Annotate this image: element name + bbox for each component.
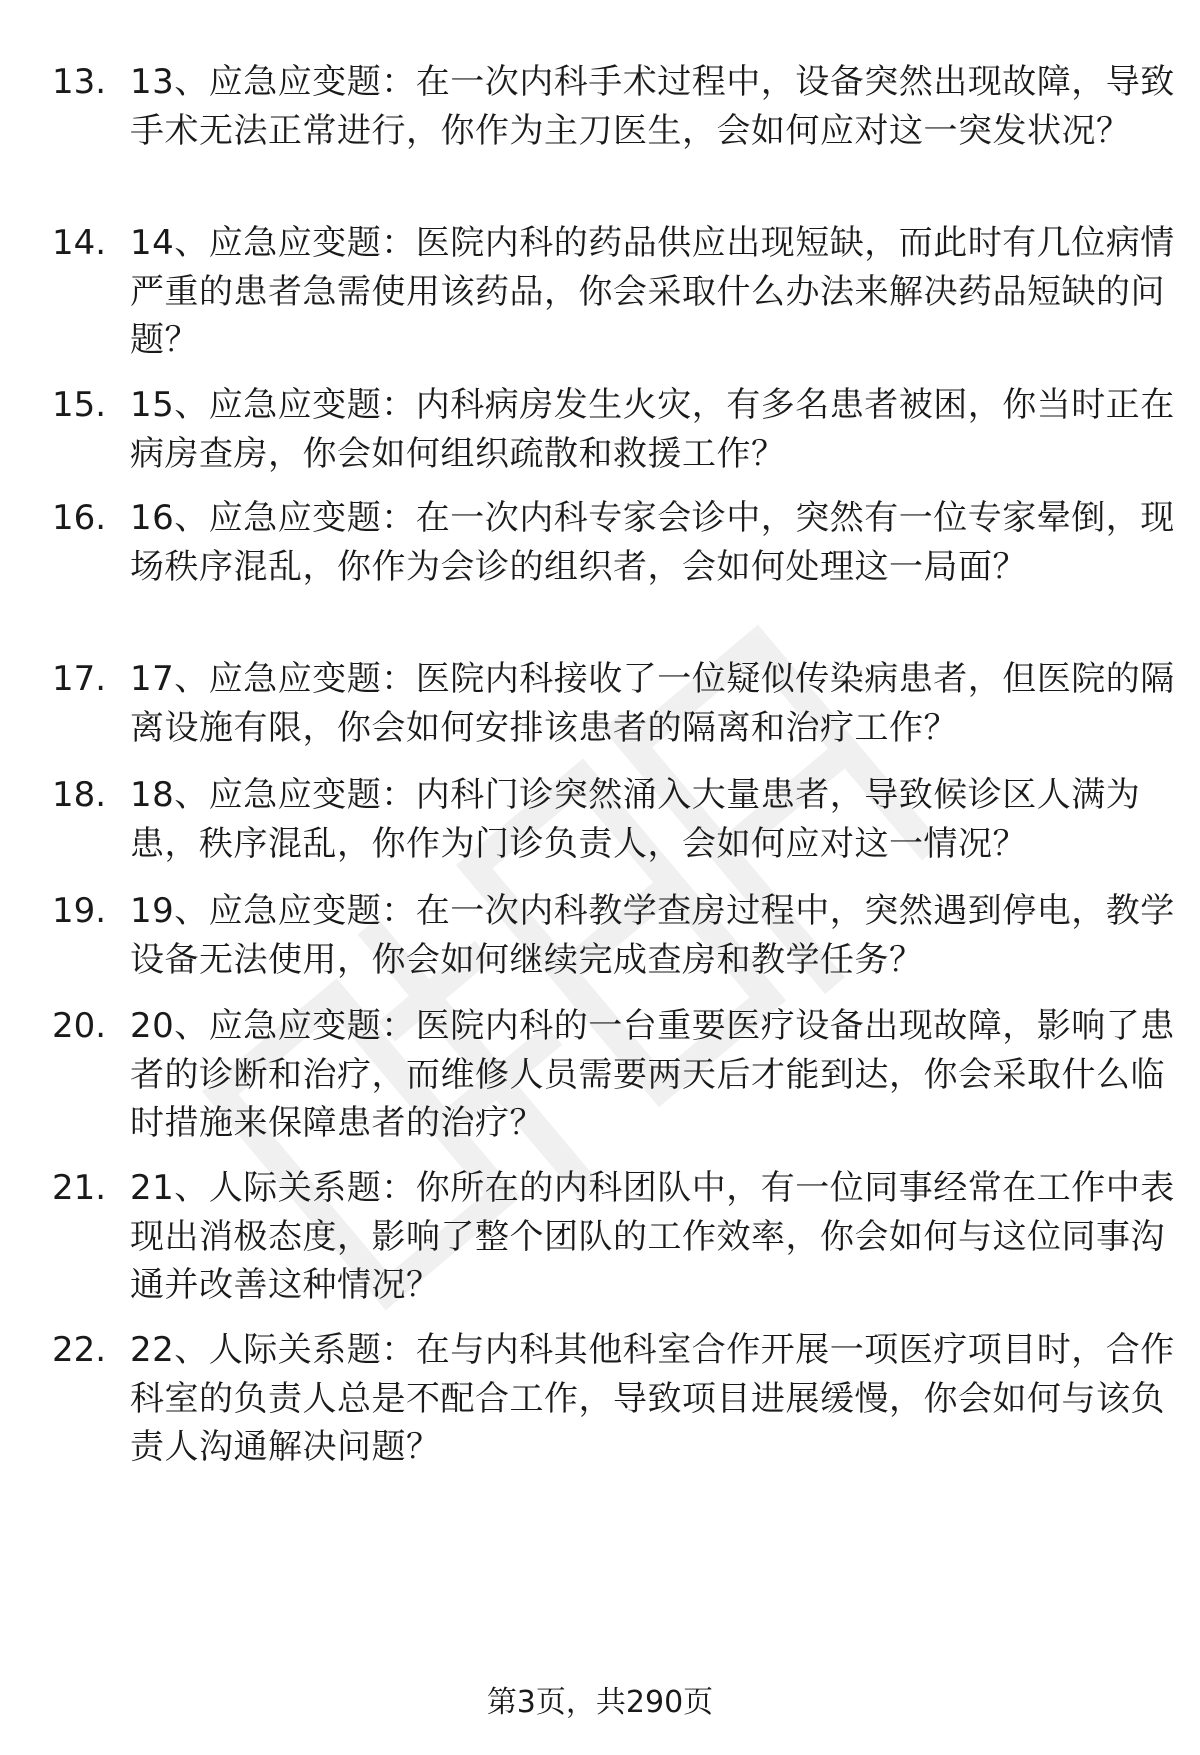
item-number: 17. xyxy=(52,659,107,699)
item-number: 16. xyxy=(52,498,107,538)
item-text: 19、应急应变题：在一次内科教学查房过程中，突然遇到停电，教学设备无法使用，你会如何继续完成查房和教学任务？ xyxy=(130,891,1175,980)
item-number: 14. xyxy=(52,223,107,263)
item-number: 19. xyxy=(52,891,107,931)
item-text: 17、应急应变题：医院内科接收了一位疑似传染病患者，但医院的隔离设施有限，你会如何安排该患者的隔离和治疗工作？ xyxy=(130,659,1175,748)
item-number: 21. xyxy=(52,1168,107,1208)
item-text: 16、应急应变题：在一次内科专家会诊中，突然有一位专家晕倒，现场秩序混乱，你作为会诊的组织者，会如何处理这一局面？ xyxy=(130,498,1175,587)
item-number: 20. xyxy=(52,1006,107,1046)
item-text: 18、应急应变题：内科门诊突然涌入大量患者，导致候诊区人满为患，秩序混乱，你作为门诊负责人，会如何应对这一情况？ xyxy=(130,775,1141,864)
item-text: 14、应急应变题：医院内科的药品供应出现短缺，而此时有几位病情严重的患者急需使用该药品，你会采取什么办法来解决药品短缺的问题？ xyxy=(130,223,1175,360)
item-number: 22. xyxy=(52,1330,107,1370)
page-footer: 第3页，共290页 xyxy=(486,1685,714,1720)
item-number: 18. xyxy=(52,775,107,815)
item-text: 21、人际关系题：你所在的内科团队中，有一位同事经常在工作中表现出消极态度，影响了整个团队的工作效率，你会如何与这位同事沟通并改善这种情况？ xyxy=(130,1168,1175,1305)
item-number: 13. xyxy=(52,62,107,102)
item-text: 20、应急应变题：医院内科的一台重要医疗设备出现故障，影响了患者的诊断和治疗，而维修人员需要两天后才能到达，你会采取什么临时措施来保障患者的治疗？ xyxy=(130,1006,1175,1143)
item-text: 22、人际关系题：在与内科其他科室合作开展一项医疗项目时，合作科室的负责人总是不配合工作，导致项目进展缓慢，你会如何与该负责人沟通解决问题？ xyxy=(130,1330,1175,1467)
item-text: 15、应急应变题：内科病房发生火灾，有多名患者被困，你当时正在病房查房，你会如何组织疏散和救援工作？ xyxy=(130,385,1175,474)
item-text: 13、应急应变题：在一次内科手术过程中，设备突然出现故障，导致手术无法正常进行，你作为主刀医生，会如何应对这一突发状况？ xyxy=(130,62,1175,151)
item-number: 15. xyxy=(52,385,107,425)
